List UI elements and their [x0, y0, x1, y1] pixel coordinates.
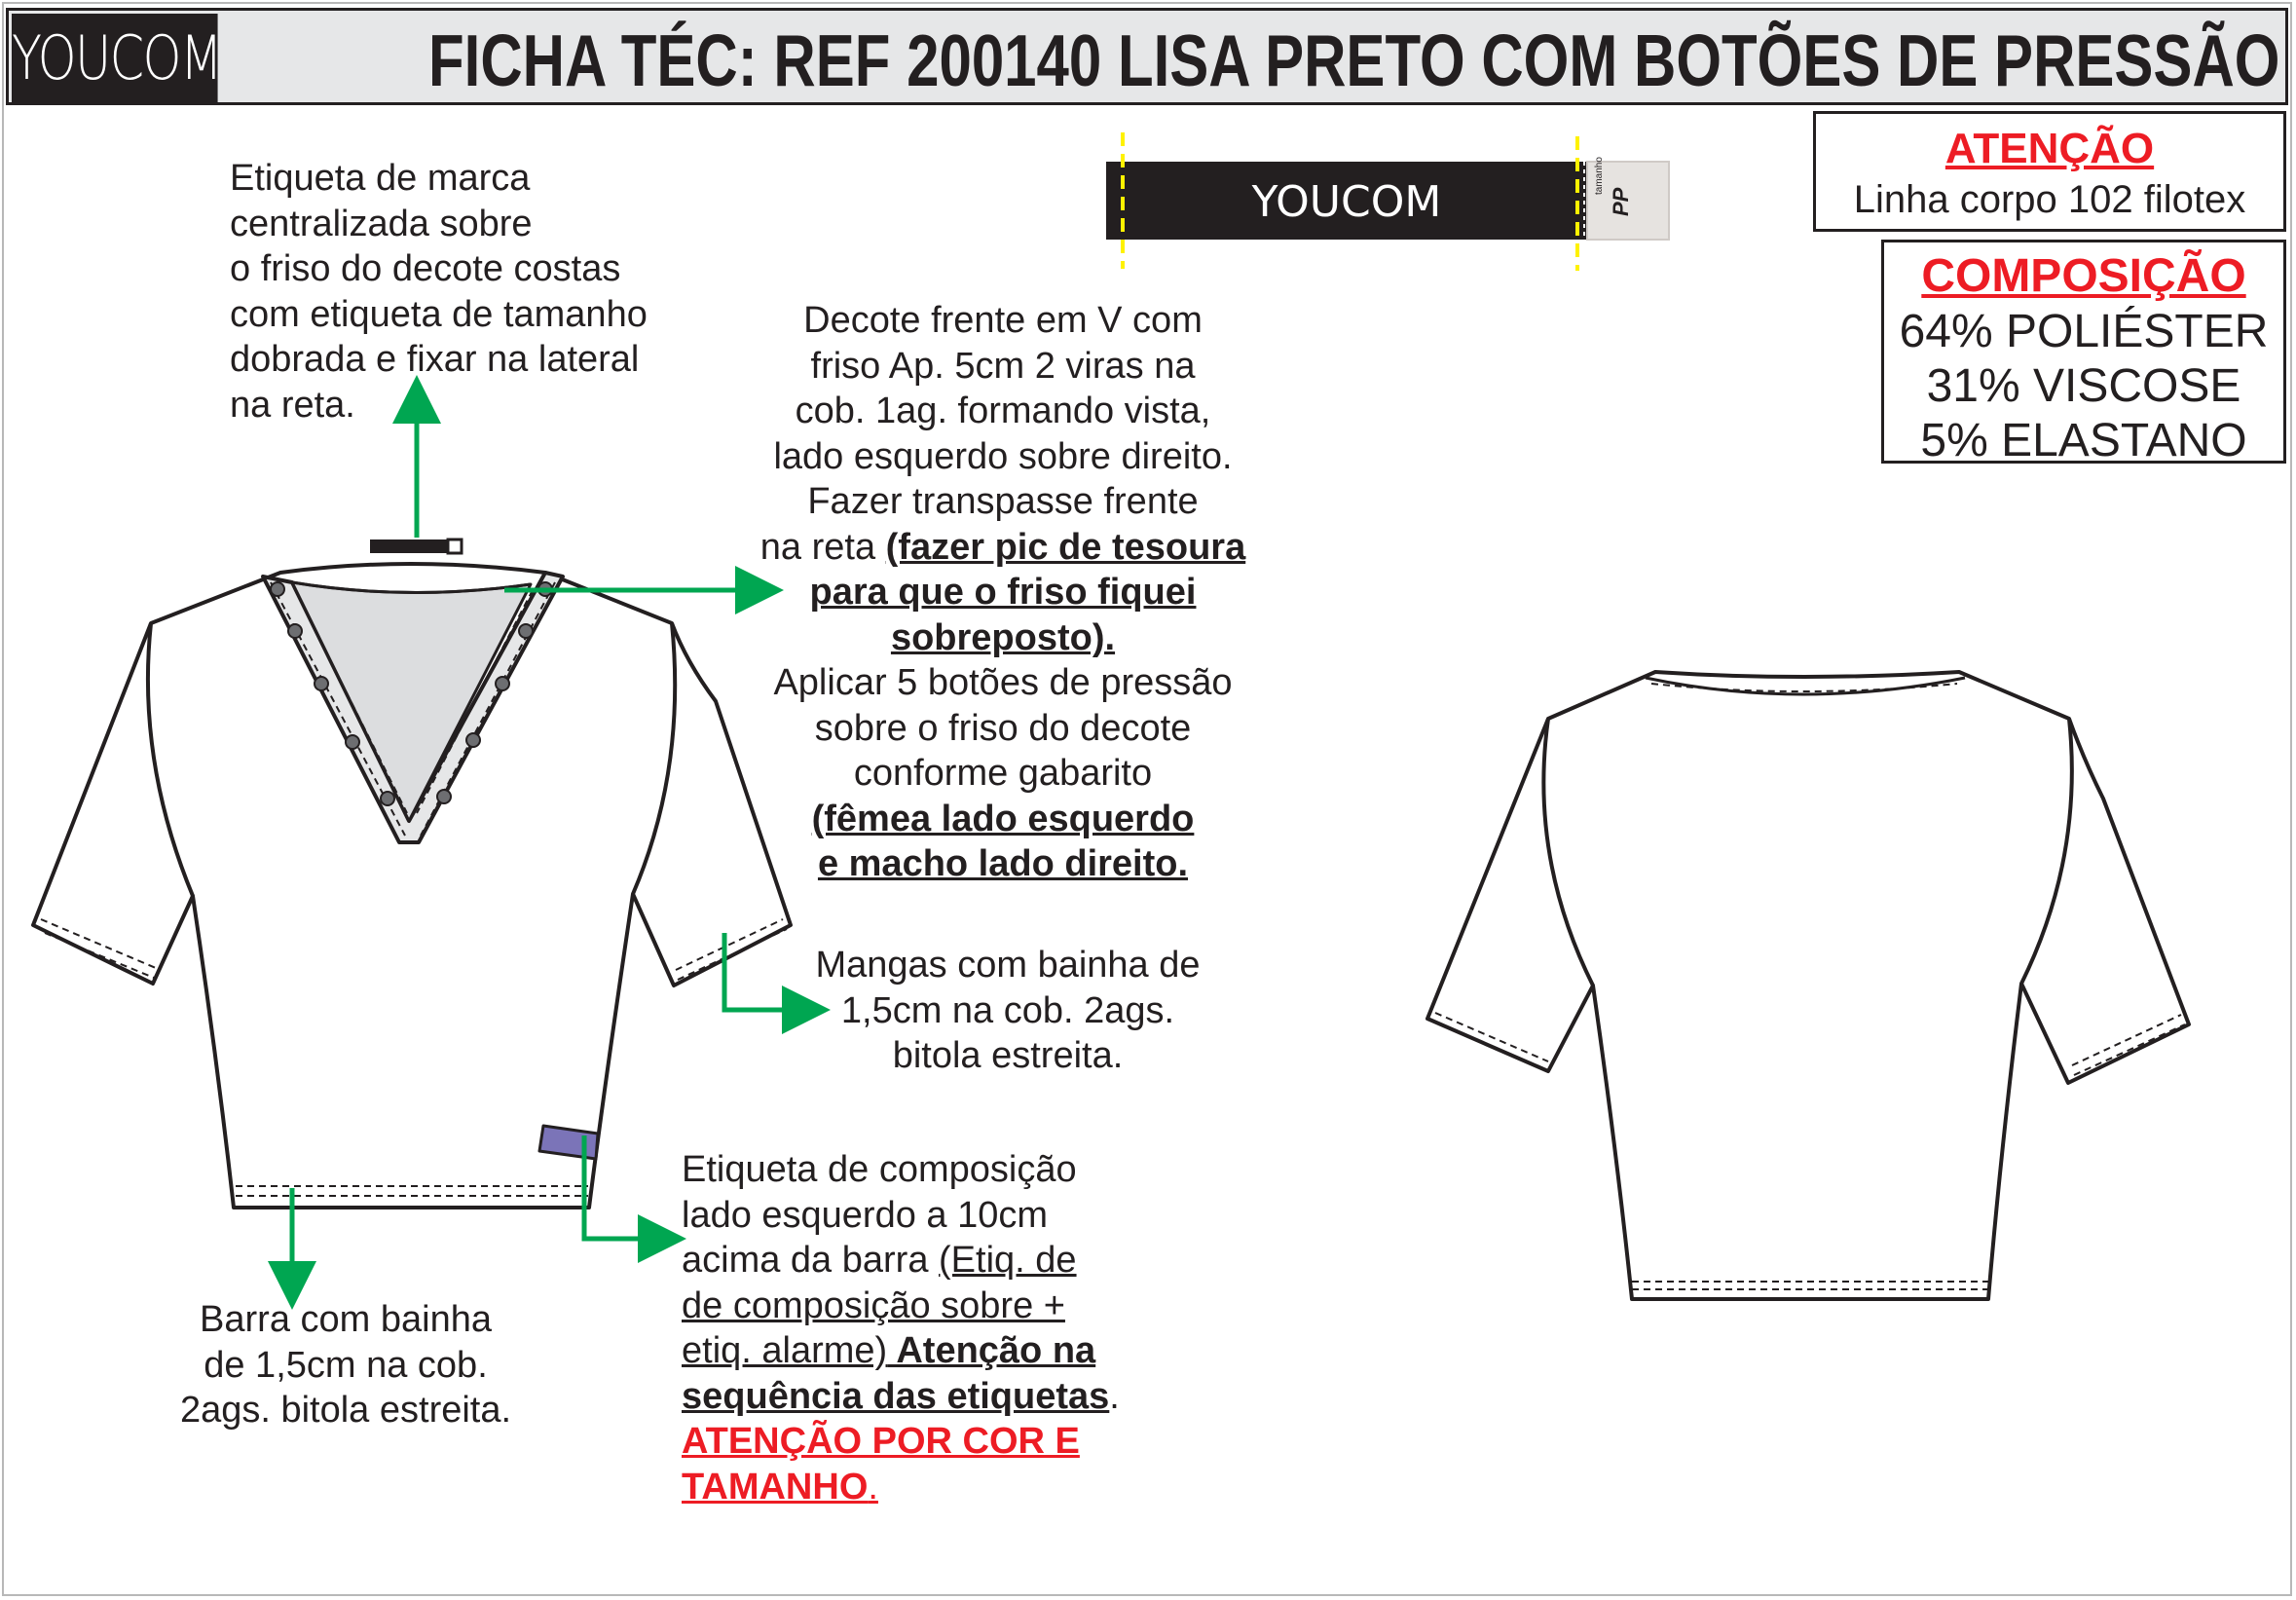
label-tag-size-caption: tamanho [1594, 157, 1605, 195]
note-line: Mangas com bainha de [815, 945, 1201, 986]
note-emphasis: sequência das etiquetas [682, 1375, 1110, 1417]
back-shirt-drawing [1427, 672, 2189, 1299]
note-line: dobrada e fixar na lateral [230, 339, 640, 380]
composition-line: 5% ELASTANO [1920, 415, 2247, 466]
brand-logo: YOUCOM [12, 14, 218, 103]
note-line: na reta. [230, 384, 355, 426]
note-line: lado esquerdo a 10cm [682, 1194, 1049, 1236]
note-line: Etiqueta de composição [682, 1149, 1077, 1190]
note-line: friso Ap. 5cm 2 viras na [810, 345, 1196, 387]
back-label-marker [370, 540, 462, 553]
note-emphasis-line: sobreposto). [890, 616, 1116, 658]
note-line [682, 1238, 1120, 1284]
note-underline: etiq. alarme) [682, 1330, 888, 1371]
note-line: o friso do decote costas [230, 248, 621, 289]
composition-line: 31% VISCOSE [1926, 360, 2241, 412]
page-title: FICHA TÉC: REF 200140 LISA PRETO COM BOTÕES DE PRESSÃO [428, 19, 2280, 101]
composition-box [1881, 240, 2286, 464]
note-composition-label [682, 1147, 1120, 1509]
note-line [682, 1465, 1120, 1510]
attention-box [1813, 111, 2286, 232]
note-line: lado esquerdo sobre direito. [773, 435, 1233, 477]
note-underline: (Etiq. de [939, 1240, 1077, 1281]
composition-line: 64% POLIÉSTER [1899, 306, 2269, 357]
note-emphasis-line: e macho lado direito. [817, 843, 1189, 884]
note-line: Decote frente em V com [803, 300, 1203, 341]
note-emphasis-line: (fêmea lado esquerdo [811, 798, 1195, 839]
front-shirt-drawing [33, 564, 791, 1208]
note-line: bitola estreita. [892, 1035, 1124, 1076]
note-warning: TAMANHO [682, 1466, 869, 1507]
label-tag-brand: YOUCOM [1251, 177, 1442, 227]
note-hem [146, 1297, 545, 1433]
note-line [721, 525, 1285, 571]
note-line [682, 1374, 1120, 1420]
composition-heading: COMPOSIÇÃO [1921, 250, 2246, 302]
note-line: Aplicar 5 botões de pressão [773, 662, 1233, 703]
attention-text: Linha corpo 102 filotex [1853, 178, 2246, 221]
note-line: cob. 1ag. formando vista, [795, 391, 1211, 431]
note-line: de composição sobre + [682, 1284, 1065, 1326]
note-emphasis: (fazer pic de tesoura [885, 526, 1246, 568]
note-line: 1,5cm na cob. 2ags. [840, 989, 1175, 1031]
note-line: conforme gabarito [853, 753, 1153, 794]
note-line [682, 1328, 1120, 1374]
attention-heading: ATENÇÃO [1944, 125, 2155, 172]
note-line: sobre o friso do decote [814, 707, 1192, 749]
note-emphasis-line: para que o friso fiquei [809, 572, 1197, 613]
brand-label-tag [1106, 132, 1669, 271]
note-brand-label [230, 156, 648, 428]
note-line: centralizada sobre [230, 203, 533, 244]
note-warning: ATENÇÃO POR COR E [682, 1421, 1080, 1462]
label-tag-size: PP [1609, 187, 1633, 216]
note-text: . [868, 1466, 878, 1507]
note-line: 2ags. bitola estreita. [179, 1390, 512, 1431]
note-text: acima da barra [682, 1240, 940, 1281]
note-line: Fazer transpasse frente [807, 481, 1199, 522]
note-emphasis: Atenção na [887, 1330, 1096, 1371]
note-neckline [721, 298, 1285, 887]
note-sleeves [774, 943, 1241, 1079]
note-line: com etiqueta de tamanho [230, 293, 648, 335]
note-text: na reta [759, 526, 886, 568]
note-line: Barra com bainha [200, 1299, 492, 1340]
note-line: Etiqueta de marca [230, 158, 531, 199]
note-text: . [1109, 1375, 1120, 1417]
note-line: de 1,5cm na cob. [204, 1344, 488, 1386]
